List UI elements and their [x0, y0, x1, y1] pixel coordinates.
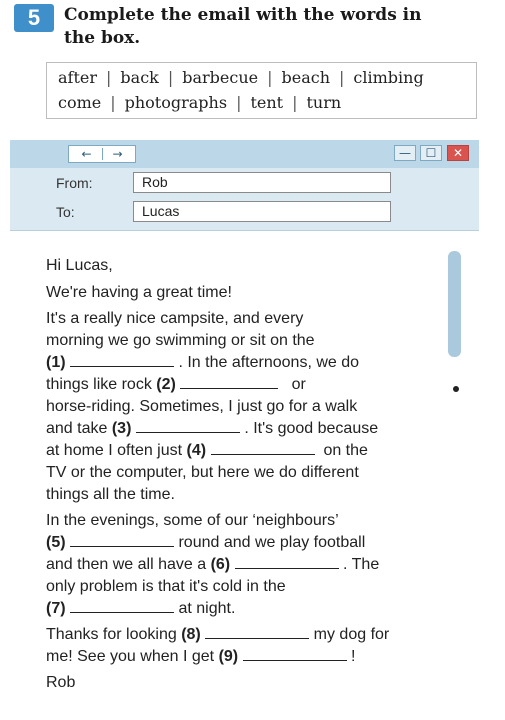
- minimize-button[interactable]: [394, 145, 416, 161]
- email-text: !: [351, 648, 356, 665]
- word-separator: |: [106, 68, 112, 87]
- answer-blank-4[interactable]: [211, 441, 315, 455]
- word-box-word: tent: [250, 93, 284, 112]
- email-line: [46, 554, 379, 576]
- exercise-instructions: [64, 4, 484, 50]
- email-text: and then we all have a: [46, 556, 207, 573]
- email-line: [46, 418, 378, 440]
- to-label: To:: [56, 204, 75, 220]
- gap-number: (3): [111, 420, 132, 437]
- email-greeting: Hi Lucas,: [46, 257, 113, 274]
- email-text: . In the afternoons, we do: [178, 354, 360, 371]
- word-box-row-2: [58, 93, 341, 112]
- maximize-icon: ☐: [425, 146, 437, 160]
- gap-number: (2): [156, 376, 176, 393]
- gap-number: (9): [218, 648, 239, 665]
- answer-blank-3[interactable]: [136, 419, 240, 433]
- email-text: on the: [323, 442, 368, 459]
- email-line: only problem is that it's cold in the: [46, 578, 286, 595]
- email-titlebar: [10, 140, 479, 168]
- word-box-word: barbecue: [182, 68, 259, 87]
- gap-number: (5): [46, 534, 66, 551]
- back-arrow-icon[interactable]: ←: [81, 147, 92, 161]
- gap-number: (6): [210, 556, 231, 573]
- word-separator: |: [236, 93, 242, 112]
- word-box-word: turn: [306, 93, 342, 112]
- gap-number: (7): [46, 600, 66, 617]
- answer-blank-7[interactable]: [70, 599, 174, 613]
- email-line: In the evenings, some of our ‘neighbours’: [46, 512, 339, 529]
- email-line: [46, 440, 368, 462]
- navigation-buttons: [68, 145, 136, 163]
- email-line: We're having a great time!: [46, 284, 232, 301]
- instructions-line-2: the box.: [64, 28, 141, 48]
- email-text: at night.: [178, 600, 236, 617]
- exercise-number: 5: [27, 5, 41, 30]
- email-text: Thanks for looking: [46, 626, 177, 643]
- scroll-dot-icon: [453, 386, 459, 392]
- word-box-row-1: [58, 68, 424, 87]
- email-text: at home I often just: [46, 442, 183, 459]
- maximize-button[interactable]: [420, 145, 442, 161]
- email-text: or: [291, 376, 306, 393]
- word-box-word: back: [120, 68, 159, 87]
- word-box-word: come: [58, 93, 102, 112]
- answer-blank-8[interactable]: [205, 625, 309, 639]
- gap-number: (8): [181, 626, 201, 643]
- word-box-word: after: [58, 68, 98, 87]
- email-line: morning we go swimming or sit on the: [46, 332, 315, 349]
- word-separator: |: [110, 93, 116, 112]
- email-text: round and we play football: [178, 534, 366, 551]
- email-text: . The: [343, 556, 380, 573]
- forward-arrow-icon[interactable]: →: [112, 147, 123, 161]
- from-label: From:: [56, 175, 93, 191]
- email-line: [46, 646, 355, 668]
- email-line: horse-riding. Sometimes, I just go for a walk: [46, 398, 358, 415]
- instructions-line-1: Complete the email with the words in: [64, 5, 422, 25]
- email-line: [46, 374, 306, 396]
- close-icon: ✕: [452, 146, 464, 160]
- close-button[interactable]: [447, 145, 469, 161]
- to-field[interactable]: Lucas: [133, 201, 391, 222]
- answer-blank-9[interactable]: [243, 647, 347, 661]
- from-field[interactable]: Rob: [133, 172, 391, 193]
- email-line: [46, 598, 235, 620]
- word-separator: |: [339, 68, 345, 87]
- minimize-icon: —: [399, 146, 411, 160]
- word-separator: |: [167, 68, 174, 87]
- email-line: TV or the computer, but here we do different: [46, 464, 359, 481]
- email-text: my dog for: [313, 626, 390, 643]
- answer-blank-1[interactable]: [70, 353, 174, 367]
- email-line: things all the time.: [46, 486, 175, 503]
- email-line: [46, 352, 359, 374]
- word-box-word: climbing: [353, 68, 424, 87]
- gap-number: (1): [46, 354, 66, 371]
- word-box-word: photographs: [124, 93, 228, 112]
- exercise-number-badge: [14, 4, 54, 32]
- answer-blank-2[interactable]: [180, 375, 278, 389]
- email-text: me! See you when I get: [46, 648, 215, 665]
- word-separator: |: [292, 93, 298, 112]
- email-line: [46, 532, 365, 554]
- email-signature: Rob: [46, 674, 76, 691]
- email-text: and take: [46, 420, 108, 437]
- email-text: . It's good because: [244, 420, 379, 437]
- word-box-word: beach: [281, 68, 331, 87]
- word-box: [46, 62, 477, 119]
- email-text: things like rock: [46, 376, 152, 393]
- scrollbar-thumb[interactable]: [448, 251, 461, 357]
- email-line: It's a really nice campsite, and every: [46, 310, 304, 327]
- answer-blank-5[interactable]: [70, 533, 174, 547]
- email-line: [46, 624, 389, 646]
- word-separator: |: [267, 68, 273, 87]
- answer-blank-6[interactable]: [235, 555, 339, 569]
- gap-number: (4): [186, 442, 207, 459]
